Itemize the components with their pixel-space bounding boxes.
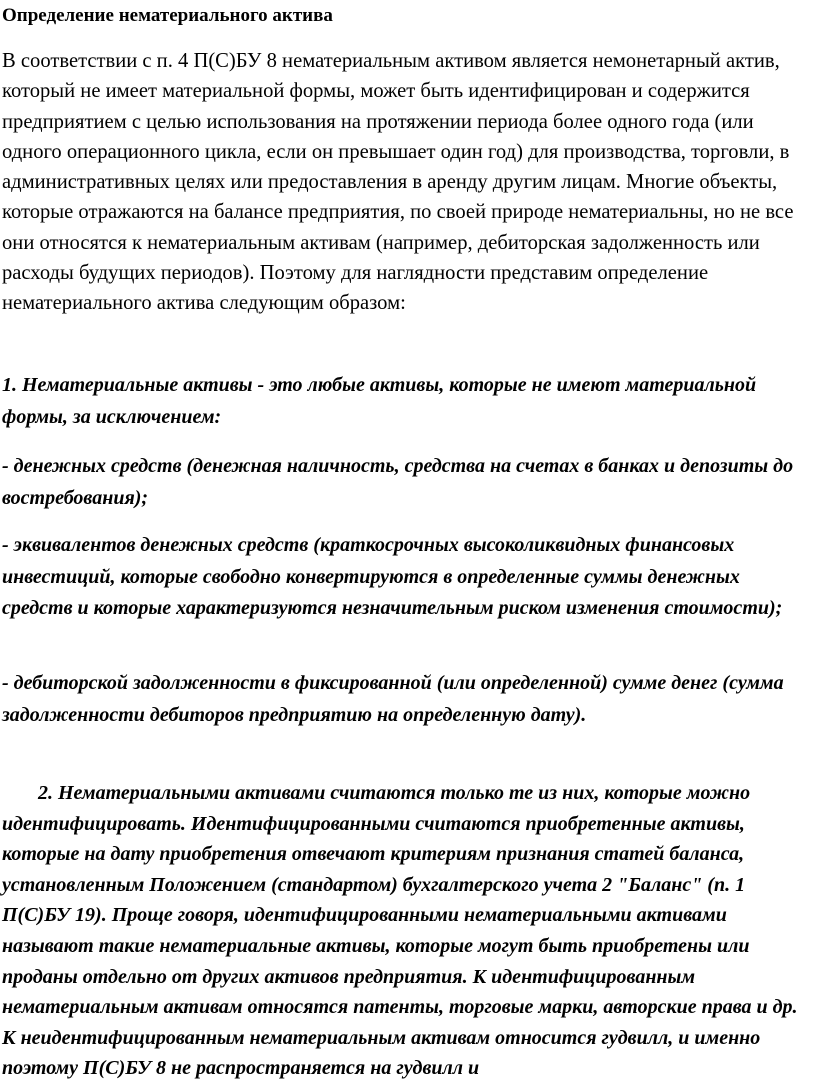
exclusion-cash-equivalents-paragraph: - эквивалентов денежных средств (краткосрочных высоколиквидных финансовых инвестиций, которые свободно конвертируются в определенные суммы денежных средств и которые характеризуются незначительным риском изменения стоимости); (2, 534, 783, 619)
exclusion-cash-paragraph: - денежных средств (денежная наличность, средства на счетах в банках и депозиты до востребования); (2, 455, 794, 509)
point-1-paragraph: 1. Нематериальные активы - это любые активы, которые не имеют материальной формы, за исключением: (2, 374, 757, 428)
page-title: Определение нематериального актива (2, 5, 333, 26)
intro-paragraph: В соответствии с п. 4 П(С)БУ 8 нематериальным активом является немонетарный актив, который не имеет материальной формы, может быть идентифицирован и содержится предприятием с целью использования на протяжении периода более одного года (или одного операционного цикла, если он превышает один год) для производства, торговли, в административных целях или предоставления в аренду другим лицам. Многие объекты, которые отражаются на балансе предприятия, по своей природе нематериальны, но не все они относятся к нематериальным активам (например, дебиторская задолженность или расходы будущих периодов). Поэтому для наглядности представим определение нематериального актива следующим образом: (2, 50, 794, 315)
point-2-paragraph: 2. Нематериальными активами считаются только те из них, которые можно идентифицировать. Идентифицированными считаются приобретенные активы, которые на дату приобретения отвечают критериям признания статей баланса, установленным Положением (стандартом) бухгалтерского учета 2 "Баланс" (п. 1 П(С)БУ 19). Проще говоря, идентифицированными нематериальными активами называют такие нематериальные активы, которые могут быть приобретены или проданы отдельно от других активов предприятия. К идентифицированным нематериальным активам относятся патенты, торговые марки, авторские права и др. К неидентифицированным нематериальным активам относится гудвилл, и именно поэтому П(С)БУ 8 не распространяется на гудвилл и (2, 782, 798, 1080)
exclusion-receivables-paragraph: - дебиторской задолженности в фиксированной (или определенной) сумме денег (сумма задолженности дебиторов предприятию на определенную дату). (2, 672, 784, 726)
